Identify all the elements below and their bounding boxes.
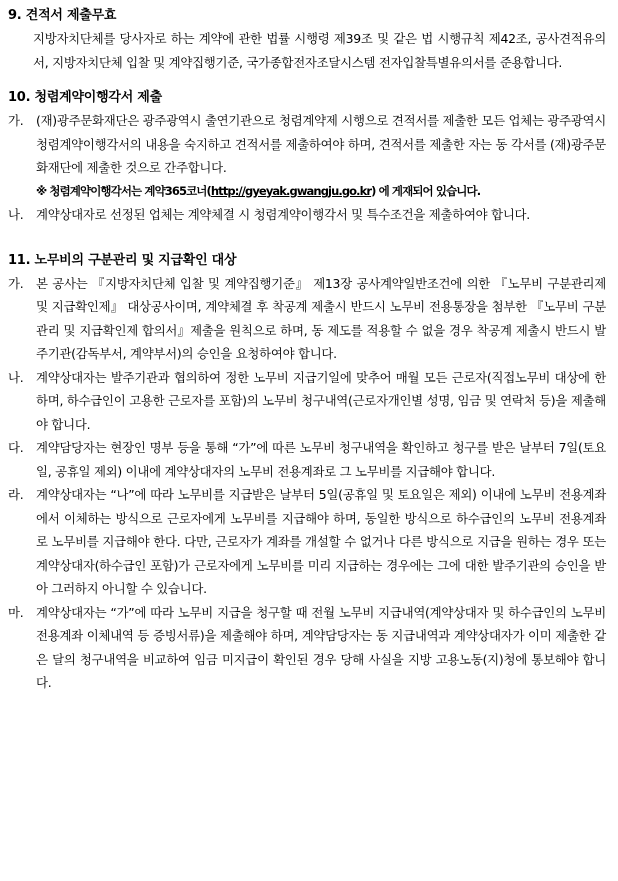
section-10: [8, 86, 606, 227]
item-text: (재)광주문화재단은 광주광역시 출연기관으로 청렴계약제 시행으로 견적서를 제출한 모든 업체는 광주광역시 청렴계약이행각서의 내용을 숙지하고 견적서를 제출하여야 하며, 견적서를 제출한 자는 동 각서를 (재)광주문화재단에 제출한 것으로 간주합니다.: [36, 113, 606, 175]
item-marker: 마.: [8, 604, 24, 620]
section-title: 10. 청렴계약이행각서 제출: [8, 90, 162, 105]
section-title: 11. 노무비의 구분관리 및 지급확인 대상: [8, 252, 237, 268]
list-item: [8, 272, 606, 366]
list-item: [8, 436, 606, 483]
item-marker: 나.: [8, 369, 24, 385]
section-body: 지방자치단체를 당사자로 하는 계약에 관한 법률 시행령 제39조 및 같은 법 시행규칙 제42조, 공사견적유의서, 지방자치단체 입찰 및 계약집행기준, 국가종합전자조달시스템 전자입찰특별유의서를 준용합니다.: [33, 31, 606, 70]
section-9: [8, 4, 606, 74]
contract-site-link[interactable]: http://gyeyak.gwangju.go.kr: [210, 183, 372, 198]
item-text: 계약상대자는 “가”에 따라 노무비 지급을 청구할 때 전월 노무비 지급내역(계약상대자 및 하수급인의 노무비 전용계좌 이체내역 등 증빙서류)을 제출해야 하며, 계약담당자는 동 지급내역과 계약상대자가 이미 제출한 같은 달의 청구내역을 비교하여 임금 미지급이 확인된 경우 당해 사실을 지방 고용노동(지)청에 통보해야 합니다.: [36, 604, 606, 690]
item-text: 계약상대자로 선정된 업체는 계약체결 시 청렴계약이행각서 및 특수조건을 제출하여야 합니다.: [36, 207, 530, 222]
item-text: 계약상대자는 “나”에 따라 노무비를 지급받은 날부터 5일(공휴일 및 토요일은 제외) 이내에 노무비 전용계좌에서 이체하는 방식으로 근로자에게 노무비를 지급해야 하며, 동일한 방식으로 하수급인의 노무비 전용계좌로 노무비를 지급해야 한다. 다만, 근로자가 계좌를 개설할 수 없거나 다른 방식으로 지급을 원하는 경우 또는 계약상대자(하수급인 포함)가 근로자에게 노무비를 미리 지급하는 경우에는 그에 대한 발주기관의 승인을 받아 그러하지 아니할 수 있습니다.: [36, 487, 606, 596]
item-text: 계약상대자는 발주기관과 협의하여 정한 노무비 지급기일에 맞추어 매월 모든 근로자(직접노무비 대상에 한하며, 하수급인이 고용한 근로자를 포함)의 노무비 청구내역(근로자개인별 성명, 임금 및 연락처 등)을 제출해야 합니다.: [36, 369, 606, 432]
note-prefix: ※ 청렴계약이행각서는 계약365코너(: [36, 183, 211, 198]
list-item: [8, 483, 606, 601]
item-marker: 라.: [8, 487, 24, 502]
list-item: [8, 109, 606, 203]
list-item: [8, 366, 606, 437]
list-item: [8, 601, 606, 695]
item-list: [8, 109, 606, 227]
integrity-note: [36, 180, 606, 204]
item-text-block: [36, 109, 606, 203]
item-text: 본 공사는 『지방자치단체 입찰 및 계약집행기준』 제13장 공사계약일반조건에 의한 『노무비 구분관리제 및 지급확인제』 대상공사이며, 계약체결 후 착공계 제출시 반드시 노무비 전용통장을 첨부한 『노무비 구분관리 및 지급확인제 합의서』제출을 원칙으로 하며, 동 제도를 적용할 수 없을 경우 착공계 제출시 반드시 발주기관(감독부서, 계약부서)의 승인을 요청하여야 합니다.: [36, 275, 606, 361]
item-list: [8, 272, 606, 695]
list-item: [8, 203, 606, 227]
item-text: 계약담당자는 현장인 명부 등을 통해 “가”에 따른 노무비 청구내역을 확인하고 청구를 받은 날부터 7일(토요일, 공휴일 제외) 이내에 계약상대자의 노무비 전용계좌로 그 노무비를 지급해야 합니다.: [36, 440, 606, 479]
item-marker: 가.: [8, 113, 24, 128]
item-marker: 가.: [8, 275, 24, 291]
item-marker: 나.: [8, 207, 24, 222]
section-11: [8, 249, 606, 695]
section-title: 9. 견적서 제출무효: [8, 8, 117, 23]
note-suffix: ) 에 게재되어 있습니다.: [371, 183, 481, 198]
item-marker: 다.: [8, 440, 24, 455]
